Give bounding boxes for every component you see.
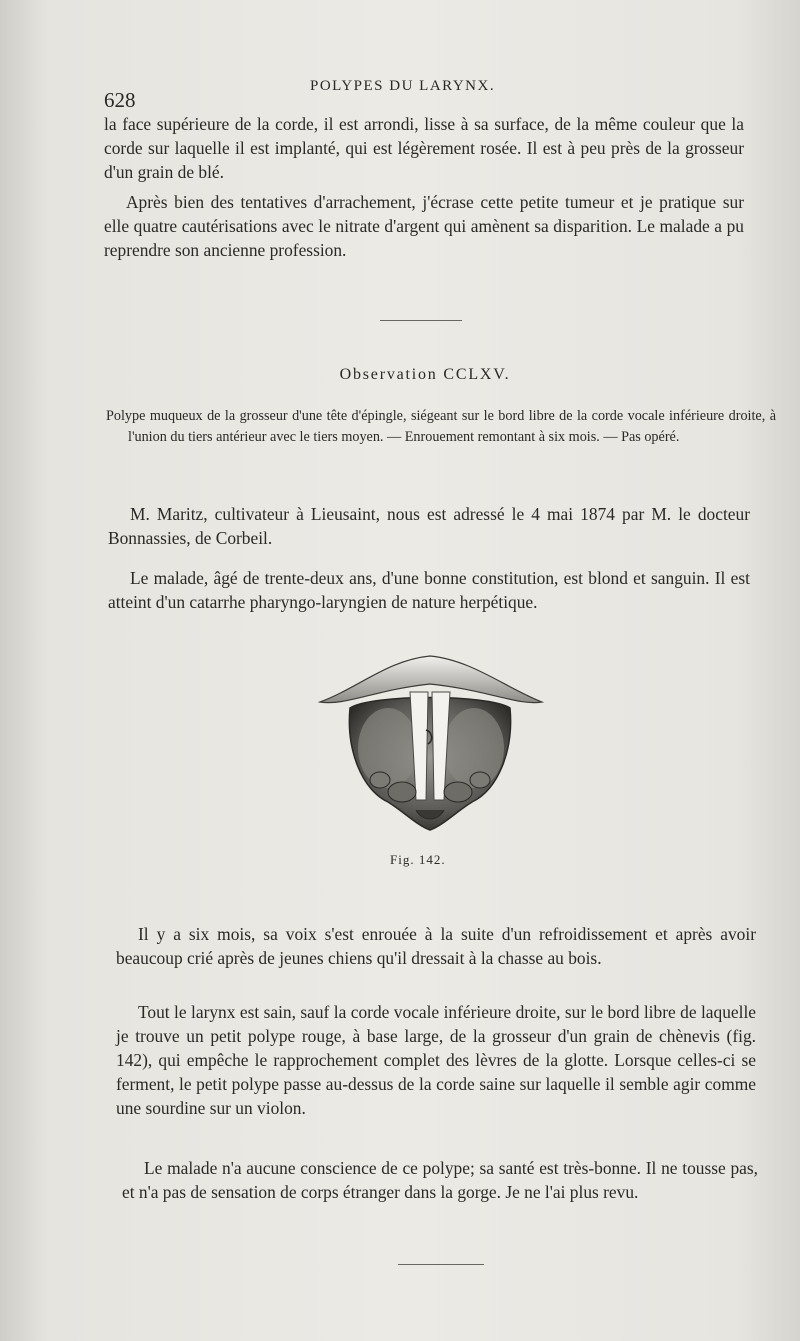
- paragraph-patient-intro: M. Maritz, cultivateur à Lieusaint, nous est adressé le 4 mai 1874 par M. le docteur Bonnassies, de Corbeil.: [108, 504, 750, 548]
- observation-summary: Polype muqueux de la grosseur d'une tête d'épingle, siégeant sur le bord libre de la corde vocale inférieure droite, à l'union du tiers antérieur avec le tiers moyen. — Enrouement remontant à six mois. — Pas opéré.: [106, 408, 776, 445]
- larynx-drawing: [318, 650, 544, 838]
- section-divider: [380, 320, 462, 321]
- paragraph-continued: la face supérieure de la corde, il est arrondi, lisse à sa surface, de la même couleur que la corde sur laquelle il est implanté, qui est légèrement rosée. Il est à peu près de la grosseur d'un grain de blé.: [104, 114, 744, 182]
- observation-title: Observation CCLXV.: [339, 366, 511, 383]
- paragraph-conclusion: Le malade n'a aucune conscience de ce polype; sa santé est très-bonne. Il ne tousse pas, et n'a pas de sensation de corps étranger dans la gorge. Je ne l'ai plus revu.: [122, 1158, 758, 1202]
- page-number: 628: [104, 88, 136, 112]
- page-header: [100, 78, 760, 112]
- paragraph-examination: Tout le larynx est sain, sauf la corde vocale inférieure droite, sur le bord libre de laquelle je trouve un petit polype rouge, à base large, de la grosseur d'un grain de chènevis (fig. 142), qui empêche le rapprochement complet des lèvres de la glotte. Lorsque celles-ci se ferment, le petit polype passe au-dessus de la corde saine sur laquelle il semble agir comme une sourdine sur un violon.: [116, 1002, 756, 1118]
- figure-caption: Fig. 142.: [390, 852, 446, 867]
- larynx-illustration: [318, 650, 544, 838]
- paragraph-extraction: Après bien des tentatives d'arrachement, j'écrase cette petite tumeur et je pratique sur elle quatre cautérisations avec le nitrate d'argent qui amènent sa disparition. Le malade a pu reprendre son ancienne profession.: [104, 192, 744, 260]
- running-head: POLYPES DU LARYNX.: [310, 78, 496, 94]
- paragraph-patient-description: Le malade, âgé de trente-deux ans, d'une bonne constitution, est blond et sanguin. Il est atteint d'un catarrhe pharyngo-laryngien de nature herpétique.: [108, 568, 750, 612]
- paragraph-hoarseness: Il y a six mois, sa voix s'est enrouée à la suite d'un refroidissement et après avoir beaucoup crié après de jeunes chiens qu'il dressait à la chasse au bois.: [116, 924, 756, 968]
- end-divider: [398, 1264, 484, 1265]
